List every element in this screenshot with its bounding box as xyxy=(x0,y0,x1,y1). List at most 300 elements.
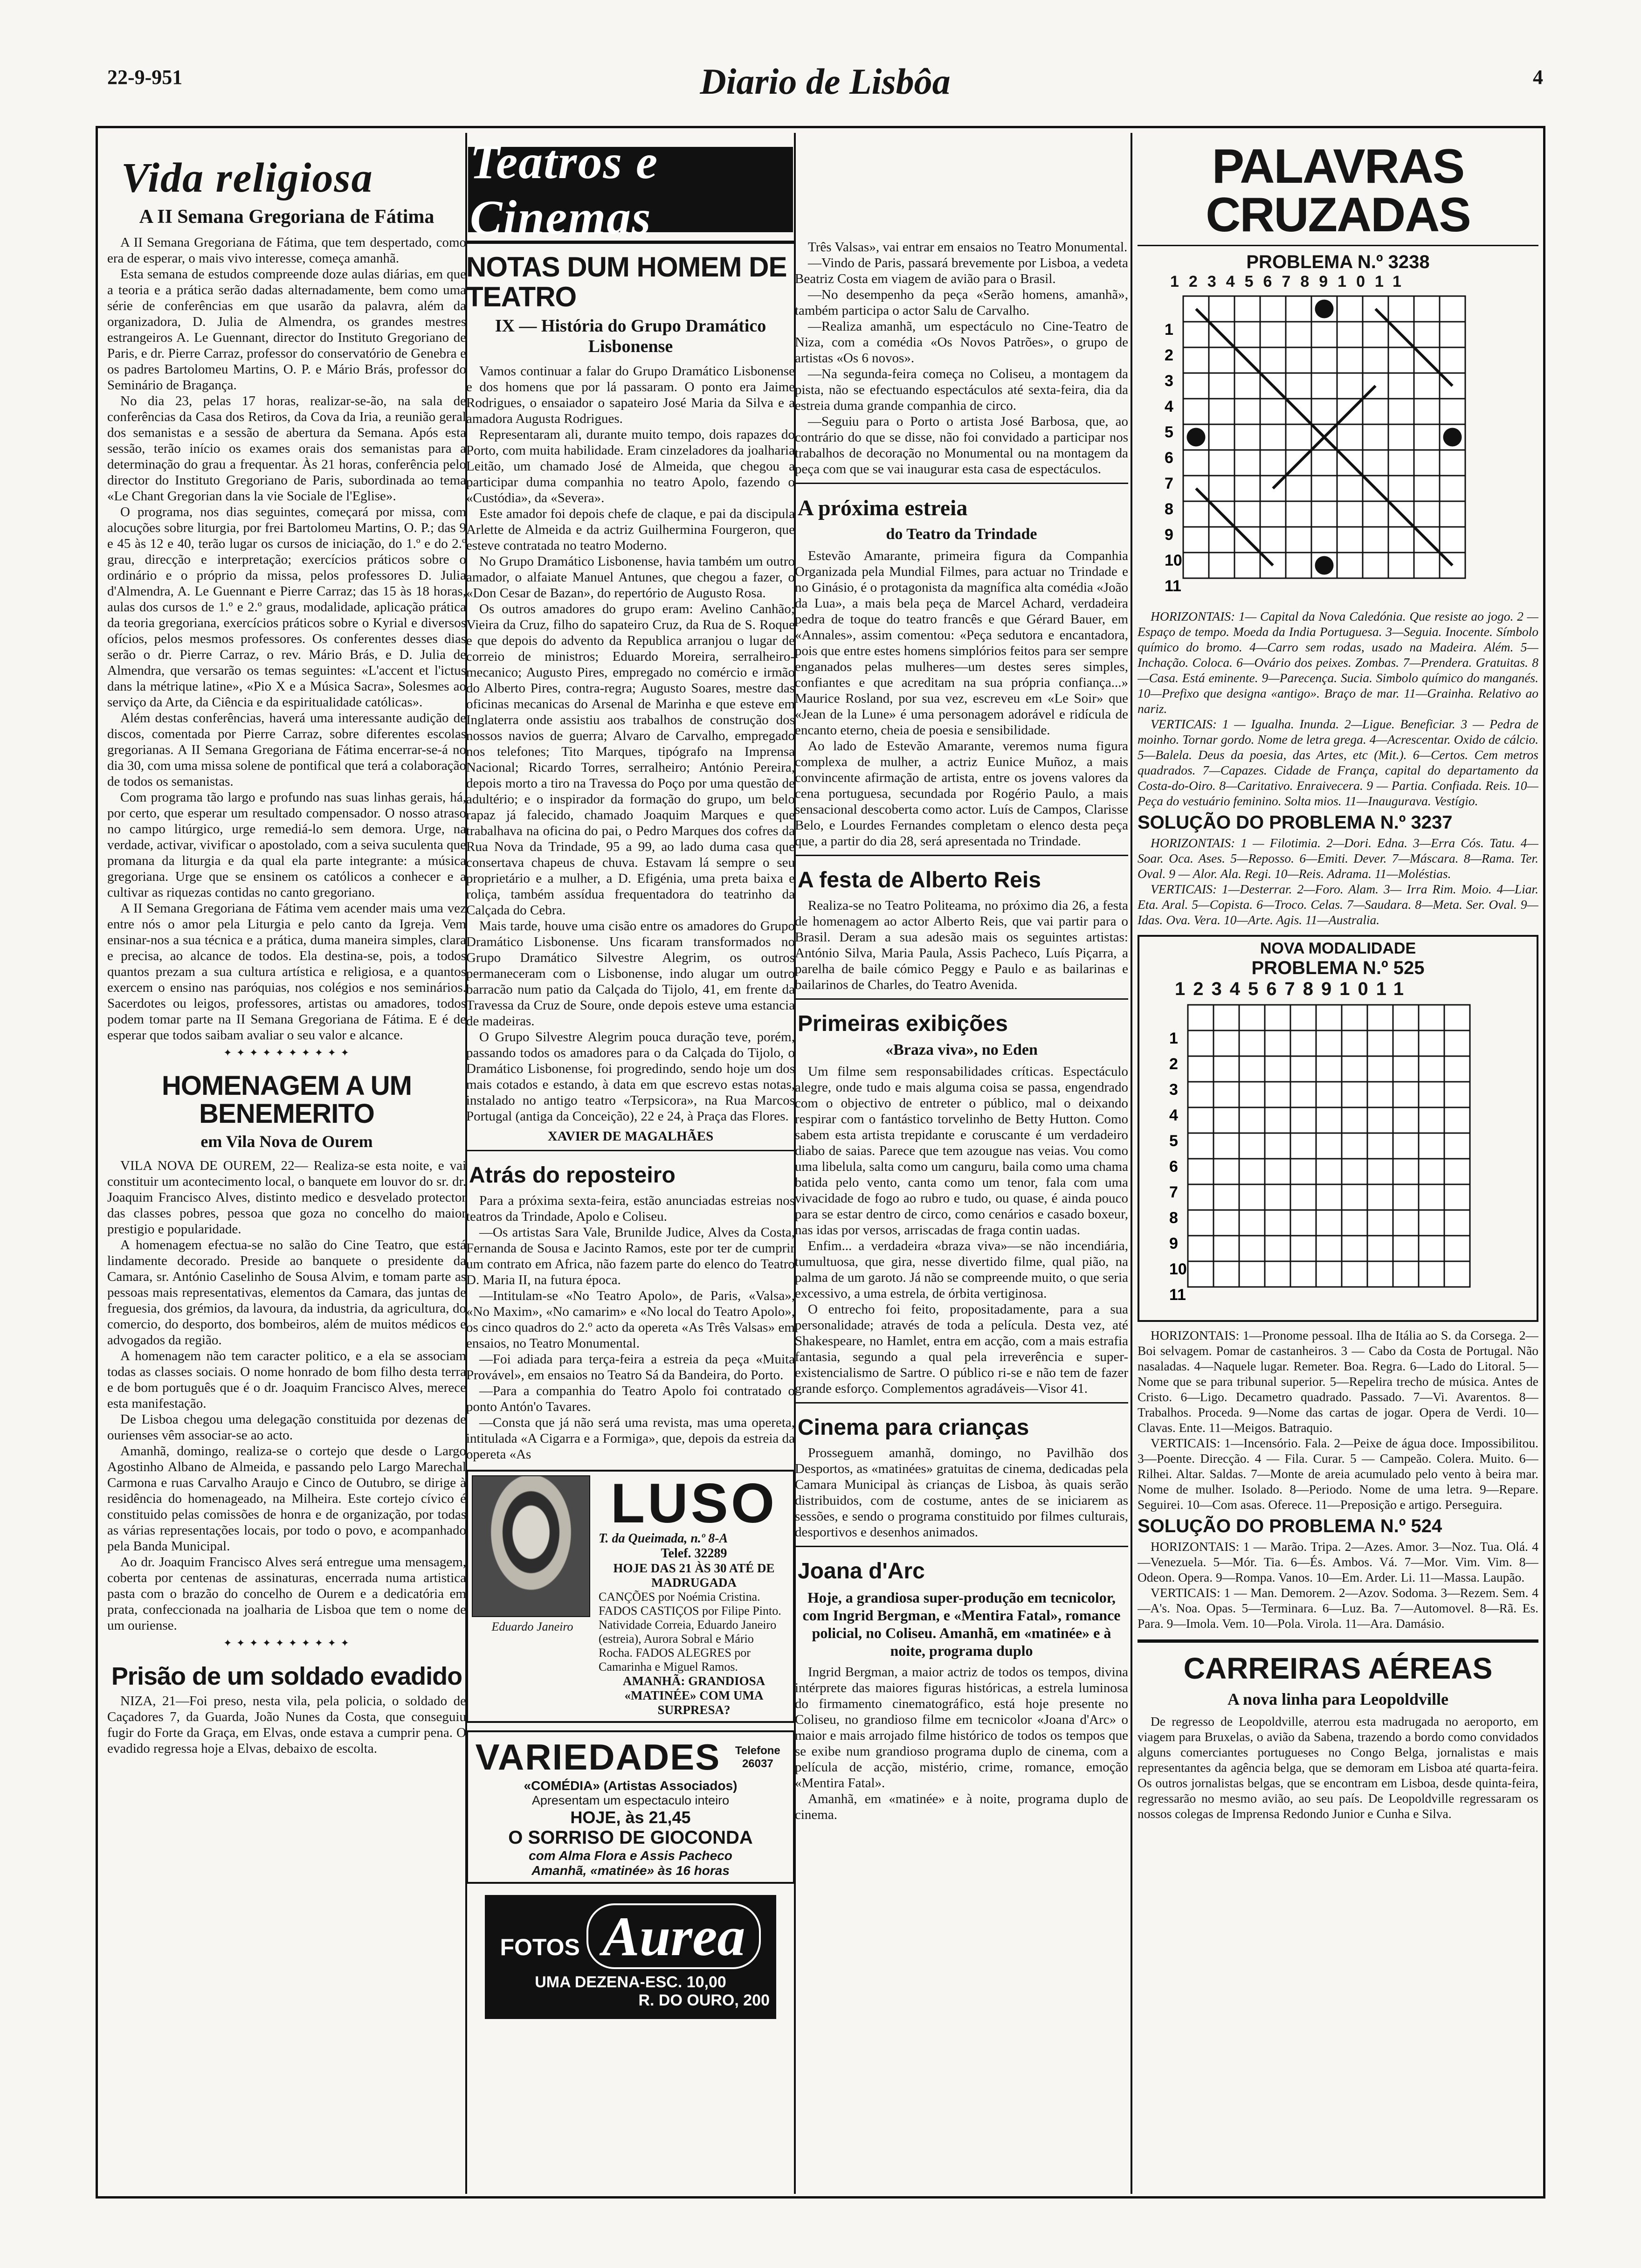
issue-date: 22-9-951 xyxy=(107,66,183,89)
row-number: 10 xyxy=(1169,1260,1187,1278)
grid-cell xyxy=(1234,501,1260,527)
ad-brand: Aurea xyxy=(586,1903,761,1969)
grid-cell xyxy=(1414,296,1440,322)
grid-cell xyxy=(1209,527,1234,553)
grid-cell xyxy=(1363,424,1388,450)
puzzle-clues xyxy=(1138,608,1538,809)
grid-cell xyxy=(1188,1210,1214,1236)
ad-hours: HOJE DAS 21 ÀS 30 ATÉ DE MADRUGADA xyxy=(613,1561,775,1590)
paragraph: De Lisboa chegou uma delegação constituida por dezenas de ourienses vêm associar-se ao acto. xyxy=(107,1412,466,1443)
grid-cell xyxy=(1286,373,1311,399)
grid-cell xyxy=(1188,1030,1214,1056)
paragraph: —Foi adiada para terça-feira a estreia da peça «Muita Provável», em ensaios no Teatro Sá da Bandeira, do Porto. xyxy=(466,1352,795,1383)
grid-cell xyxy=(1440,476,1465,501)
solution-text xyxy=(1138,1539,1538,1631)
grid-cell xyxy=(1234,553,1260,578)
grid-cell xyxy=(1414,322,1440,347)
grid-cell xyxy=(1388,347,1414,373)
grid-cell xyxy=(1363,322,1388,347)
grid-cell xyxy=(1419,1159,1444,1184)
article-subheadline: do Teatro da Trindade xyxy=(886,526,1037,543)
row-number: 1 xyxy=(1165,321,1173,339)
grid-cell xyxy=(1342,1133,1367,1159)
crossword-section-title: PALAVRAS CRUZADAS xyxy=(1206,139,1470,242)
paragraph: Estevão Amarante, primeira figura da Companhia Organizada pela Mundial Filmes, para actuar no Trindade e no Ginásio, é o protagonista da magnífica alta comédia «João da Lua», a mais bela peça de Marcel Achard, verdadeira pedra de toque do teatro francês e que Gérard Bauer, em «Annales», assim comentou: «Peça sedutora e encantadora, pois que entre estes homens simplórios feitos para ser sempre enganados pelas mulheres—um destes seres simples, confiantes e que acreditam na sua própria confiança...» Maurice Rosland, por sua vez, escreveu em «Le Soir» que «Jean de la Lune» é uma personagem adorável e ridícula de encanto eterno, cheia de poesia e sensibilidade. xyxy=(795,548,1128,738)
grid-cell xyxy=(1367,1056,1393,1082)
puzzle-title: PROBLEMA N.º 3238 xyxy=(1246,252,1430,272)
grid-cell xyxy=(1214,1236,1239,1261)
grid-cell xyxy=(1311,501,1337,527)
grid-cell xyxy=(1265,1184,1290,1210)
grid-cell xyxy=(1414,476,1440,501)
grid-cell xyxy=(1342,1107,1367,1133)
grid-cell xyxy=(1265,1107,1290,1133)
grid-cell xyxy=(1286,527,1311,553)
paragraph: Ingrid Bergman, a maior actriz de todos os tempos, divina intérprete das maiores figuras históricas, a estrela luminosa do firmamento cinematográfico, está hoje presente no Coliseu, no grandioso filme em tecnicolor «Joana d'Arc» o maior e mais arrojado filme histórico de todos os tempos que se exibe num grandioso programa duplo de cinema, com a película de acção, mistério, crime, romance, emoção «Mentira Fatal». xyxy=(795,1665,1128,1791)
grid-cell xyxy=(1414,450,1440,476)
grid-cell xyxy=(1337,322,1363,347)
grid-cell xyxy=(1260,296,1286,322)
grid-cell xyxy=(1342,1005,1367,1030)
row-number: 9 xyxy=(1169,1235,1178,1252)
grid-cell xyxy=(1209,347,1234,373)
grid-cell xyxy=(1290,1005,1316,1030)
ad-program: CANÇÕES por Noémia Cristina. FADOS CASTIÇOS por Filipe Pinto. Natividade Correia, Eduardo Janeiro (estreia), Aurora Sobral e Mário Rocha. FADOS ALEGRES por Camarinha e Miguel Ramos. xyxy=(599,1590,781,1673)
paragraph: NIZA, 21—Foi preso, nesta vila, pela policia, o soldado de Caçadores 7, da Guarda, João Nunes da Costa, que conseguiu fugir do Forte da Graça, em Elvas, onde estava a cumprir pena. O evadido regressa hoje a Elvas, debaixo de escolta. xyxy=(107,1694,466,1756)
grid-cell xyxy=(1311,399,1337,424)
paragraph: Este amador foi depois chefe de claque, e pai da discipula Arlette de Almeida e da actriz Guilhermina Fourgeron, que esteve contratada no teatro Moderno. xyxy=(466,506,795,553)
row-number: 11 xyxy=(1169,1286,1186,1304)
divider xyxy=(795,855,1128,856)
paragraph: A homenagem efectua-se no salão do Cine Teatro, que está lindamente decorado. Preside ao banquete o presidente da Camara, sr. António Caselinho de Sousa Alvim, e tomam parte as pessoas mais representativas, elementos da Camara, das juntas de freguesia, dos grémios, da lavoura, da industria, da agricultura, do comercio, do desporto, dos bombeiros, além de muitos médicos e advogados da região. xyxy=(107,1238,466,1348)
grid-cell xyxy=(1234,373,1260,399)
grid-cell xyxy=(1440,399,1465,424)
paragraph: Enfim... a verdadeira «braza viva»—se não incendiária, tumultuosa, que gira, nesse divertido filme, qual pião, na palma de um garoto. Já não se compreende muito, o que seria excessivo, a uma estrela, de órbita vertiginosa. xyxy=(795,1238,1128,1301)
ad-line: HOJE, às 21,45 xyxy=(570,1808,691,1827)
grid-cell xyxy=(1316,1236,1342,1261)
ad-brand: LUSO xyxy=(610,1472,778,1535)
grid-cell xyxy=(1265,1159,1290,1184)
grid-cell xyxy=(1188,1082,1214,1107)
paragraph: Amanhã, domingo, realiza-se o cortejo que desde o Largo Agostinho Albano de Almeida, e passando pelo Largo Marechal Carmona e ruas Carvalho Araujo e Cinco de Outubro, se dirige à residência do homenageado, na Milheira. Este cortejo cívico é constituido pelas comissões de honra e de organização, por todas as várias representações locais, por todo o povo, e acompanhado pela Banda Municipal. xyxy=(107,1444,466,1554)
grid-cell xyxy=(1393,1133,1419,1159)
black-dot xyxy=(1315,300,1334,318)
article-body xyxy=(107,1693,466,1756)
photo-caption: Eduardo Janeiro xyxy=(491,1620,573,1633)
paragraph: A II Semana Gregoriana de Fátima vem acender mais uma vez entre nós o amor pela Liturgia e pelo canto da Igreja. Vem ensinar-nos a sua técnica e a prática, duma maneira simples, clara e precisa, ao alcance de todos. Ela destina-se, pois, a todos quantos prezam a sua cultura artística e religiosa, e a quantos exercem o ensino nas paróquias, nos colégios e nos seminários. Sacerdotes ou leigos, professores, artistas ou amadores, todos podem tomar parte na II Semana Gregoriana de Fátima. E é de esperar que todos saibam avaliar o seu valor e alcance. xyxy=(107,901,466,1043)
grid-cell xyxy=(1419,1005,1444,1030)
grid-cell xyxy=(1367,1005,1393,1030)
aurea-advertisement xyxy=(485,1895,776,2019)
paragraph: HORIZONTAIS: 1— Capital da Nova Caledónia. Que resiste ao jogo. 2 — Espaço de tempo. Moeda da India Portuguesa. 3—Seguia. Inocente. Símbolo químico do bromo. 4—Carro sem rodas, usado na Madeira. Além. 5—Inchação. Coloca. 6—Ovário dos peixes. Zombas. 7—Prendera. Gratuitas. 8—Casa. Está eminente. 9—Parecença. Sucia. Simbolo químico do manganés. 10—Prefixo que designa «antigo». Braço de mar. 11—Grainha. Relativo ao nariz. xyxy=(1138,609,1538,716)
grid-cell xyxy=(1363,399,1388,424)
grid-cell xyxy=(1265,1082,1290,1107)
grid-cell xyxy=(1214,1184,1239,1210)
row-number: 3 xyxy=(1165,372,1173,390)
grid-cell xyxy=(1265,1261,1290,1287)
grid-cell xyxy=(1342,1236,1367,1261)
grid-cell xyxy=(1188,1056,1214,1082)
grid-cell xyxy=(1393,1210,1419,1236)
row-number: 1 xyxy=(1169,1030,1178,1047)
paragraph: Para a próxima sexta-feira, estão anunciadas estreias nos teatros da Trindade, Apolo e Coliseu. xyxy=(466,1193,795,1224)
paragraph: Os outros amadores do grupo eram: Avelino Canhão; Vieira da Cruz, filho do sapateiro Cruz, da Rua de S. Roque e que depois do advento da Republica arranjou o lugar de correio de ministros; Eduardo Moreira, serralheiro-mecanico; Augusto Pires, empregado no comércio e irmão do Alberto Pires, contra-regra; Augusto Soares, mestre das oficinas mecanicas do Arsenal de Marinha e que esteve em Inglaterra onde assistiu aos trabalhos de construção dos nossos navios de guerra; Alvaro de Carvalho, empregado nos telefones; Tito Marques, tipógrafo na Imprensa Nacional; Ricardo Torres, serralheiro; António Pereira, depois morto a tiro na Travessa do Poço por uma questão de adultério; e o inspirador da formação do grupo, um belo rapaz já falecido, chamado Joaquim Marques e que trabalhava na oficina do pai, o Pedro Marques dos cofres da Rua Nova da Trindade, 95 a 99, ao lado duma casa que consertava chapeus de chuva. Estavam lá sempre o seu proprietário e a mulher, a D. Efigénia, uma preta baixa e roliça, também assídua frequentadora do teatrinho da Calçada do Cebra. xyxy=(466,602,795,918)
grid-cell xyxy=(1444,1159,1470,1184)
grid-cell xyxy=(1444,1005,1470,1030)
row-number: 5 xyxy=(1169,1132,1178,1150)
grid-cell xyxy=(1316,1184,1342,1210)
ad-phone: Telef. 32289 xyxy=(661,1546,727,1561)
grid-cell xyxy=(1367,1159,1393,1184)
grid-cell xyxy=(1214,1210,1239,1236)
grid-cell xyxy=(1265,1005,1290,1030)
grid-cell xyxy=(1316,1005,1342,1030)
grid-cell xyxy=(1188,1159,1214,1184)
paragraph: Ao dr. Joaquim Francisco Alves será entregue uma mensagem, coberta por centenas de assinaturas, encerrada numa artistica pasta com o brazão do concelho de Ourem e a dedicatória em prata, confeccionada na joalharia de Lisboa que tem o nome de um ouriense. xyxy=(107,1555,466,1633)
solution-text xyxy=(1138,835,1538,927)
grid-cell xyxy=(1265,1236,1290,1261)
column-cinema xyxy=(795,133,1128,2194)
grid-cell xyxy=(1316,1159,1342,1184)
ad-matinee: AMANHÃ: GRANDIOSA «MATINÉE» COM UMA SURPRESA? xyxy=(622,1674,765,1717)
article-subheadline: em Vila Nova de Ourem xyxy=(200,1132,373,1151)
paragraph: O Grupo Silvestre Alegrim pouca duração teve, porém, passando todos os amadores para o da Calçada do Tijolo, o Dramático Lisbonense, foi progredindo, sendo hoje um dos mais cotados e estando, à data em que escrevo estas notas, instalado no antigo teatro «Terpsicora», na Rua Marcos Portugal (antiga da Conceição), 22 e 24, à Praça das Flores. xyxy=(466,1030,795,1124)
grid-cell xyxy=(1234,476,1260,501)
grid-cell xyxy=(1419,1056,1444,1082)
grid-cell xyxy=(1440,296,1465,322)
grid-cell xyxy=(1388,476,1414,501)
paragraph: Mais tarde, houve uma cisão entre os amadores do Grupo Dramático Lisbonense. Uns ficaram transformados no Grupo Dramático Silvestre Alegrim, os outros permaneceram com o Lisbonense, indo alugar um outro barracão num patio da Calçada do Tijolo, 41, em frente da Travessa da Cruz de Soure, onde depois esteve uma estancia de madeiras. xyxy=(466,919,795,1029)
luso-advertisement xyxy=(466,1470,795,1723)
paragraph: —Consta que já não será uma revista, mas uma opereta, intitulada «A Cigarra e a Formiga», que, depois da estreia da opereta «As xyxy=(466,1415,795,1462)
paragraph: Três Valsas», vai entrar em ensaios no Teatro Monumental. xyxy=(808,240,1128,255)
paragraph: —No desempenho da peça «Serão homens, amanhã», também participa o actor Salu de Carvalho. xyxy=(795,287,1128,318)
divider xyxy=(1138,245,1538,246)
column-numbers: 1234567891011 xyxy=(1170,273,1411,290)
row-number: 11 xyxy=(1165,577,1181,595)
grid-cell xyxy=(1183,347,1209,373)
grid-cell xyxy=(1286,501,1311,527)
article-headline: A próxima estreia xyxy=(798,496,968,520)
grid-cell xyxy=(1414,424,1440,450)
grid-cell xyxy=(1209,373,1234,399)
solution-title: SOLUÇÃO DO PROBLEMA N.º 3237 xyxy=(1138,812,1453,833)
paragraph: O programa, nos dias seguintes, começará por missa, com alocuções sobre liturgia, por frei Bartolomeu Martins, O. P.; das 9 e 45 às 12 e 40, terão lugar os cursos de iniciação, do 1.º e do 2.º grau, direcção e interpretação; exercícios práticos sobre o ordinário e o próprio da missa, pelos professores D. Julia d'Almendra, A. Le Guennant e Pierre Carraz; das 15 às 18 horas, aulas dos cursos de 1.º e 2.º graus, modalidade, aplicação prática da teoria gregoriana, exercícios práticos sobre o Kyrial e diversos ofícios, pelos mesmos professores. Os conferentes desses dias serão o dr. Pierre Carraz, o rev. Mário Brás, e D. Julia de Almendra, que versarão os temas seguintes: «L'accent et l'ictus dans la métrique latine», «Pio X e a Música Sacra», Solesmes ao serviço da Arte, da Ciência e da espiritualidade católicas». xyxy=(107,505,466,710)
paragraph: VERTICAIS: 1 — Igualha. Inunda. 2—Ligue. Beneficiar. 3 — Pedra de moinho. Tornar gordo. Nome de letra grega. 4—Acrescentar. Oxido de cálcio. 5—Balela. Deus da poesia, das Artes, etc (Mit.). 6—Certos. Cem metros quadrados. 7—Capazes. Cidade de França, capital do departamento da Costa-do-Oiro. 8—Caritativo. Enraivecera. 9 — Partia. Confiada. Reis. 10—Peça do vestuário feminino. Solta mios. 11—Inaugurava. Vestígio. xyxy=(1138,717,1538,808)
grid-cell xyxy=(1316,1056,1342,1082)
grid-cell xyxy=(1234,296,1260,322)
section-banner-text: Teatros e Cinemas xyxy=(470,135,659,244)
grid-cell xyxy=(1367,1261,1393,1287)
grid-cell xyxy=(1337,424,1363,450)
grid-cell xyxy=(1388,553,1414,578)
grid-cell xyxy=(1239,1107,1265,1133)
grid-cell xyxy=(1260,424,1286,450)
grid-cell xyxy=(1214,1056,1239,1082)
grid-cell xyxy=(1337,296,1363,322)
article-headline: NOTAS DUM HOMEM DE TEATRO xyxy=(466,251,787,312)
grid-cell xyxy=(1183,501,1209,527)
grid-cell xyxy=(1367,1107,1393,1133)
paragraph: VILA NOVA DE OUREM, 22— Realiza-se esta noite, e vai constituir um acontecimento local, o banquete em louvor do sr. dr. Joaquim Francisco Alves, distinto medico e desvelado protector das classes pobres, pessoa que goza no concelho do maior prestigio e popularidade. xyxy=(107,1158,466,1237)
grid-cell xyxy=(1342,1082,1367,1107)
grid-cell xyxy=(1188,1005,1214,1030)
grid-cell xyxy=(1286,553,1311,578)
grid-cell xyxy=(1290,1082,1316,1107)
paragraph: HORIZONTAIS: 1 — Filotimia. 2—Dori. Edna. 3—Erra Cós. Tatu. 4—Soar. Oca. Ases. 5—Reposso. 6—Emiti. Dever. 7—Máscara. 8—Rama. Ter. Oval. 9 — Alor. Ala. Regi. 10—Reis. Adrama. 11—Moléstias. xyxy=(1138,836,1538,881)
row-number: 7 xyxy=(1165,475,1173,492)
grid-cell xyxy=(1234,424,1260,450)
paragraph: —Para a companhia do Teatro Apolo foi contratado o ponto Antón'o Tavares. xyxy=(466,1383,795,1414)
grid-cell xyxy=(1239,1159,1265,1184)
grid-cell xyxy=(1316,1107,1342,1133)
paragraph: No Grupo Dramático Lisbonense, havia também um outro amador, o alfaiate Manuel Antunes, que chegou a fazer, o «Don Cesar de Bazan», do repertório de Augusto Rosa. xyxy=(466,554,795,601)
grid-cell xyxy=(1337,501,1363,527)
grid-cell xyxy=(1234,322,1260,347)
grid-cell xyxy=(1239,1210,1265,1236)
grid-cell xyxy=(1234,450,1260,476)
grid-cell xyxy=(1260,322,1286,347)
grid-cell xyxy=(1342,1210,1367,1236)
grid-cell xyxy=(1393,1030,1419,1056)
grid-cell xyxy=(1440,347,1465,373)
article-body xyxy=(795,1664,1128,1823)
grid-cell xyxy=(1316,1082,1342,1107)
paragraph: HORIZONTAIS: 1—Pronome pessoal. Ilha de Itália ao S. da Corsega. 2—Boi selvagem. Pomar de castanheiros. 3 — Cabo da Costa de Portugal. Não nasaladas. 4—Naquele lugar. Remeter. Boa. Regra. 6—Lado do Litoral. 5—Nome que se para tribunal superior. 5—Repelira trecho de música. Antes de Cristo. 6—Ligo. Decametro quadrado. Passado. 7—Vi. Avarentos. 8—Trabalhos. Proceda. 9—Nome das cartas de jogar. Opera de Verdi. 10—Clavas. Ente. 11—Meigos. Batraquio. xyxy=(1138,1328,1538,1435)
masthead: Diario de Lisbôa xyxy=(700,61,951,102)
grid-cell xyxy=(1316,1133,1342,1159)
grid-cell xyxy=(1419,1261,1444,1287)
grid-cell xyxy=(1419,1184,1444,1210)
grid-cell xyxy=(1393,1082,1419,1107)
grid-cell xyxy=(1290,1133,1316,1159)
grid-cell xyxy=(1419,1210,1444,1236)
paragraph: Com programa tão largo e profundo nas suas linhas gerais, há, por certo, que esperar um resultado compensador. O nosso atraso no campo litúrgico, urge remediá-lo sem demora. Urge, na verdade, activar, vivificar o apostolado, com a seiva suculenta que promana da liturgia e da qual ela parte integrante: a música gregoriana. Urge que se ensinem os católicos a conhecer e a cultivar as riquezas contidas no canto gregoriano. xyxy=(107,790,466,900)
grid-cell xyxy=(1393,1056,1419,1082)
grid-cell xyxy=(1183,450,1209,476)
grid-cell xyxy=(1363,553,1388,578)
grid-cell xyxy=(1183,399,1209,424)
grid-cell xyxy=(1183,373,1209,399)
row-number: 8 xyxy=(1169,1209,1178,1227)
grid-cell xyxy=(1337,476,1363,501)
grid-cell xyxy=(1286,476,1311,501)
grid-cell xyxy=(1388,373,1414,399)
article-headline: Joana d'Arc xyxy=(798,1559,925,1583)
grid-cell xyxy=(1440,527,1465,553)
ad-brand: VARIEDADES xyxy=(475,1736,721,1777)
article-headline: Atrás do reposteiro xyxy=(469,1163,676,1188)
article-body xyxy=(107,235,466,1043)
paragraph: Prosseguem amanhã, domingo, no Pavilhão dos Desportos, as «matinées» gratuitas de cinema, dedicadas pela Camara Municipal às crianças de Lisboa, às quais serão distribuidos, com de costume, antes de se iniciarem as sessões, e sendo o programa constituido por filmes culturais, desportivos e desenhos animados. xyxy=(795,1445,1128,1540)
article-headline: Prisão de um soldado evadido xyxy=(111,1662,462,1690)
ad-line: UMA DEZENA-ESC. 10,00 xyxy=(535,1973,726,1991)
article-byline: XAVIER DE MAGALHÃES xyxy=(547,1129,714,1144)
grid-cell xyxy=(1214,1107,1239,1133)
grid-cell xyxy=(1337,347,1363,373)
grid-cell xyxy=(1388,399,1414,424)
grid-cell xyxy=(1342,1159,1367,1184)
grid-cell xyxy=(1393,1159,1419,1184)
paragraph: O entrecho foi feito, propositadamente, para a sua personalidade; através de toda a película. Desta vez, até Shakespeare, no Hamlet, entra em acção, com a mais estrafia fantasia, segundo a qual pela irreverência e super-existencialismo de Sartre. O público ri-se e não tem de fazer grande esforço. Complementos agradáveis—Visor 41. xyxy=(795,1302,1128,1396)
section-title: Vida religiosa xyxy=(121,155,373,201)
grid-cell xyxy=(1388,424,1414,450)
grid-cell xyxy=(1363,501,1388,527)
paragraph: —Intitulam-se «No Teatro Apolo», de Paris, «Valsa», «No Maxim», «No camarim» e «No local do Teatro Apolo», os cinco quadros do 2.º acto da opereta «As Três Valsas» em ensaios, no Teatro Monumental. xyxy=(466,1288,795,1351)
grid-cell xyxy=(1311,322,1337,347)
grid-cell xyxy=(1393,1005,1419,1030)
row-number: 9 xyxy=(1165,526,1173,544)
grid-cell xyxy=(1337,373,1363,399)
grid-cell xyxy=(1342,1184,1367,1210)
puzzle-clues xyxy=(1138,1328,1538,1512)
grid-cell xyxy=(1260,347,1286,373)
paragraph: —Vindo de Paris, passará brevemente por Lisboa, a vedeta Beatriz Costa em viagem de avião para o Brasil. xyxy=(795,256,1128,286)
article-body xyxy=(795,898,1128,993)
article-body xyxy=(795,1064,1128,1397)
page-header xyxy=(107,61,1543,117)
grid-cell xyxy=(1337,553,1363,578)
ad-line: Amanhã, «matinée» às 16 horas xyxy=(531,1863,730,1878)
column-numbers: 1234567891011 xyxy=(1175,979,1412,999)
ad-phone: Telefone 26037 xyxy=(735,1744,780,1770)
row-number: 7 xyxy=(1169,1183,1178,1201)
divider xyxy=(795,998,1128,1000)
grid-cell xyxy=(1444,1210,1470,1236)
column-theatre xyxy=(466,133,795,2194)
grid-cell xyxy=(1183,527,1209,553)
article-body xyxy=(795,1445,1128,1540)
grid-cell xyxy=(1214,1159,1239,1184)
divider xyxy=(1138,1639,1538,1643)
grid-cell xyxy=(1367,1082,1393,1107)
grid-cell xyxy=(1214,1030,1239,1056)
paragraph: —Os artistas Sara Vale, Brunilde Judice, Alves da Costa, Fernanda de Sousa e Jacinto Ramos, este por ter de cumprir um contrato em Africa, não fazem parte do elenco do Teatro D. Maria II, na futura época. xyxy=(466,1225,795,1287)
grid-cell xyxy=(1444,1056,1470,1082)
paragraph: Vamos continuar a falar do Grupo Dramático Lisbonense e dos homens que por lá passaram. O ponto era Jaime Rodrigues, o ensaiador o sapateiro José Maria da Silva e a amadora Augusta Rodrigues. xyxy=(466,364,795,426)
black-dot xyxy=(1443,428,1462,447)
paragraph: —Realiza amanhã, um espectáculo no Cine-Teatro de Niza, com a comédia «Os Novos Patrões», o grupo de artistas «Os 6 novos». xyxy=(795,319,1128,366)
grid-cell xyxy=(1188,1107,1214,1133)
solution-title: SOLUÇÃO DO PROBLEMA N.º 524 xyxy=(1138,1516,1442,1536)
grid-cell xyxy=(1419,1082,1444,1107)
grid-cell xyxy=(1234,399,1260,424)
grid-cell xyxy=(1444,1261,1470,1287)
grid-cell xyxy=(1414,399,1440,424)
grid-cell xyxy=(1214,1261,1239,1287)
grid-cell xyxy=(1419,1107,1444,1133)
paragraph: A II Semana Gregoriana de Fátima, que tem despertado, como era de esperar, o mais vivo interesse, começa amanhã. xyxy=(107,235,466,266)
grid-cell xyxy=(1440,501,1465,527)
grid-cell xyxy=(1209,399,1234,424)
grid-cell xyxy=(1265,1133,1290,1159)
black-dot xyxy=(1187,428,1206,447)
grid-cell xyxy=(1444,1184,1470,1210)
paragraph: VERTICAIS: 1 — Man. Demorem. 2—Azov. Sodoma. 3—Rezem. Sem. 4—A's. Noa. Opas. 5—Terminara. 6—Luz. Ba. 7—Automovel. 8—Rã. Es. Para. 9—Imola. Vem. 10—Pola. Virola. 11—Ara. Damásio. xyxy=(1138,1585,1538,1631)
grid-cell xyxy=(1444,1030,1470,1056)
paragraph: Um filme sem responsabilidades críticas. Espectáculo alegre, onde tudo e mais alguma coisa se passa, engendrado com o objectivo de entreter o público, mal o deixando respirar com o fantástico torvelinho de Betty Hutton. Como sabem esta artista trepidante e coruscante é um verdadeiro diabo de saias. Parece que tem azougue nas veias. Vou como uma libelula, salta como um canguru, baila como uma chama batida pelo vento, canta como um tenor, fala com uma vivacidade de fogo ao rubro e tudo, ou quase, é ainda pouco para se estar dentro de circo, como cenários e casado boxeur, nas idas por versos, arriscadas de fraga contin uadas. xyxy=(795,1064,1128,1238)
grid-cell xyxy=(1393,1261,1419,1287)
grid-cell xyxy=(1414,373,1440,399)
paragraph: Ao lado de Estevão Amarante, veremos numa figura complexa de mulher, a actriz Eunice Muñoz, a mais convincente afirmação de artista, entre os jovens valores da cena portuguesa, secundada por Rogério Paulo, a mais sensacional descoberta como actor. Luís de Campos, Clarisse Belo, e Lourdes Fernandes completam o elenco desta peça que, a partir do dia 28, será apresentada no Trindade. xyxy=(795,739,1128,849)
grid-cell xyxy=(1265,1030,1290,1056)
paragraph: VERTICAIS: 1—Desterrar. 2—Foro. Alam. 3— Irra Rim. Moio. 4—Liar. Eta. Aral. 5—Copista. 6—Troco. Celas. 7—Saudara. 8—Meta. Ser. Oval. 9—Idas. Ova. Vera. 10—Arte. Agis. 11—Australia. xyxy=(1138,882,1538,927)
paragraph: Além destas conferências, haverá uma interessante audição de discos, comentada por Pierre Carraz, sobre diferentes escolas gregorianas. A II Semana Gregoriana de Fátima encerrar-se-á no dia 30, com uma missa solene de pontifical que terá a colaboração de todos os semanistas. xyxy=(107,711,466,789)
grid-cell xyxy=(1239,1261,1265,1287)
grid-cell xyxy=(1260,450,1286,476)
new-modality-box xyxy=(1138,935,1538,1322)
grid-cell xyxy=(1367,1030,1393,1056)
grid-cell xyxy=(1239,1056,1265,1082)
ad-text-block xyxy=(599,1472,789,1717)
ad-line: R. DO OURO, 200 xyxy=(638,1991,770,2009)
column-religious xyxy=(107,133,466,2194)
grid-cell xyxy=(1290,1030,1316,1056)
divider: ✦ ✦ ✦ ✦ ✦ ✦ ✦ ✦ ✦ ✦ xyxy=(223,1637,350,1649)
divider: ✦ ✦ ✦ ✦ ✦ ✦ ✦ ✦ ✦ ✦ xyxy=(223,1047,350,1058)
grid-cell xyxy=(1311,476,1337,501)
grid-cell xyxy=(1286,347,1311,373)
grid-cell xyxy=(1342,1030,1367,1056)
grid-cell xyxy=(1183,322,1209,347)
grid-cell xyxy=(1290,1210,1316,1236)
row-number: 10 xyxy=(1165,552,1182,569)
grid-cell xyxy=(1367,1236,1393,1261)
paragraph: —Na segunda-feira começa no Coliseu, a montagem da pista, não se efectuando espectáculos até sexta-feira, dia da estreia duma grande companhia de circo. xyxy=(795,366,1128,413)
grid-cell xyxy=(1444,1236,1470,1261)
grid-cell xyxy=(1239,1133,1265,1159)
article-headline: Primeiras exibições xyxy=(798,1011,1008,1036)
section-banner xyxy=(468,135,793,244)
grid-cell xyxy=(1440,322,1465,347)
article-subheadline: A nova linha para Leopoldville xyxy=(1227,1690,1449,1708)
grid-cell xyxy=(1367,1184,1393,1210)
paragraph: Amanhã, em «matinée» e à noite, programa duplo de cinema. xyxy=(795,1791,1128,1822)
grid-cell xyxy=(1393,1184,1419,1210)
article-headline: A II Semana Gregoriana de Fátima xyxy=(139,206,434,228)
ad-address: T. da Queimada, n.º 8-A xyxy=(599,1531,728,1546)
crossword-grid-525 xyxy=(1165,1003,1472,1310)
grid-cell xyxy=(1290,1107,1316,1133)
grid-cell xyxy=(1239,1082,1265,1107)
grid-cell xyxy=(1209,476,1234,501)
grid-cell xyxy=(1209,450,1234,476)
row-number: 3 xyxy=(1169,1081,1178,1099)
grid-cell xyxy=(1388,450,1414,476)
article-subheadline: IX — História do Grupo Dramático Lisbonense xyxy=(495,316,766,356)
grid-cell xyxy=(1363,347,1388,373)
grid-cell xyxy=(1316,1261,1342,1287)
row-number: 8 xyxy=(1165,500,1173,518)
grid-cell xyxy=(1260,527,1286,553)
article-subheadline: Hoje, a grandiosa super-produção em tecnicolor, com Ingrid Bergman, e «Mentira Fatal», romance policial, no Coliseu. Amanhã, em «matinée» e à noite, programa duplo xyxy=(802,1589,1121,1659)
grid-cell xyxy=(1367,1133,1393,1159)
ad-line: com Alma Flora e Assis Pacheco xyxy=(529,1848,732,1863)
paragraph: Realiza-se no Teatro Politeama, no próximo dia 26, a festa de homenagem ao actor Alberto Reis, que vai partir para o Brasil. Deram a sua adesão mais os seguintes artistas: António Silva, Maria Paula, Assis Pacheco, Luís Piçarra, a parelha de baile cómico Peggy e Paulo e as bailarinas e bailarinos de Charles, do Teatro Avenida. xyxy=(795,898,1128,992)
article-headline: HOMENAGEM A UM BENEMERITO xyxy=(162,1071,412,1129)
column-divider xyxy=(1131,133,1132,2194)
grid-cell xyxy=(1444,1133,1470,1159)
article-body xyxy=(466,363,795,1124)
grid-cell xyxy=(1290,1261,1316,1287)
crossword-grid-3238 xyxy=(1160,294,1468,602)
grid-cell xyxy=(1188,1133,1214,1159)
grid-cell xyxy=(1290,1056,1316,1082)
grid-cell xyxy=(1214,1133,1239,1159)
grid-cell xyxy=(1214,1005,1239,1030)
grid-cell xyxy=(1393,1236,1419,1261)
article-body xyxy=(107,1158,466,1633)
